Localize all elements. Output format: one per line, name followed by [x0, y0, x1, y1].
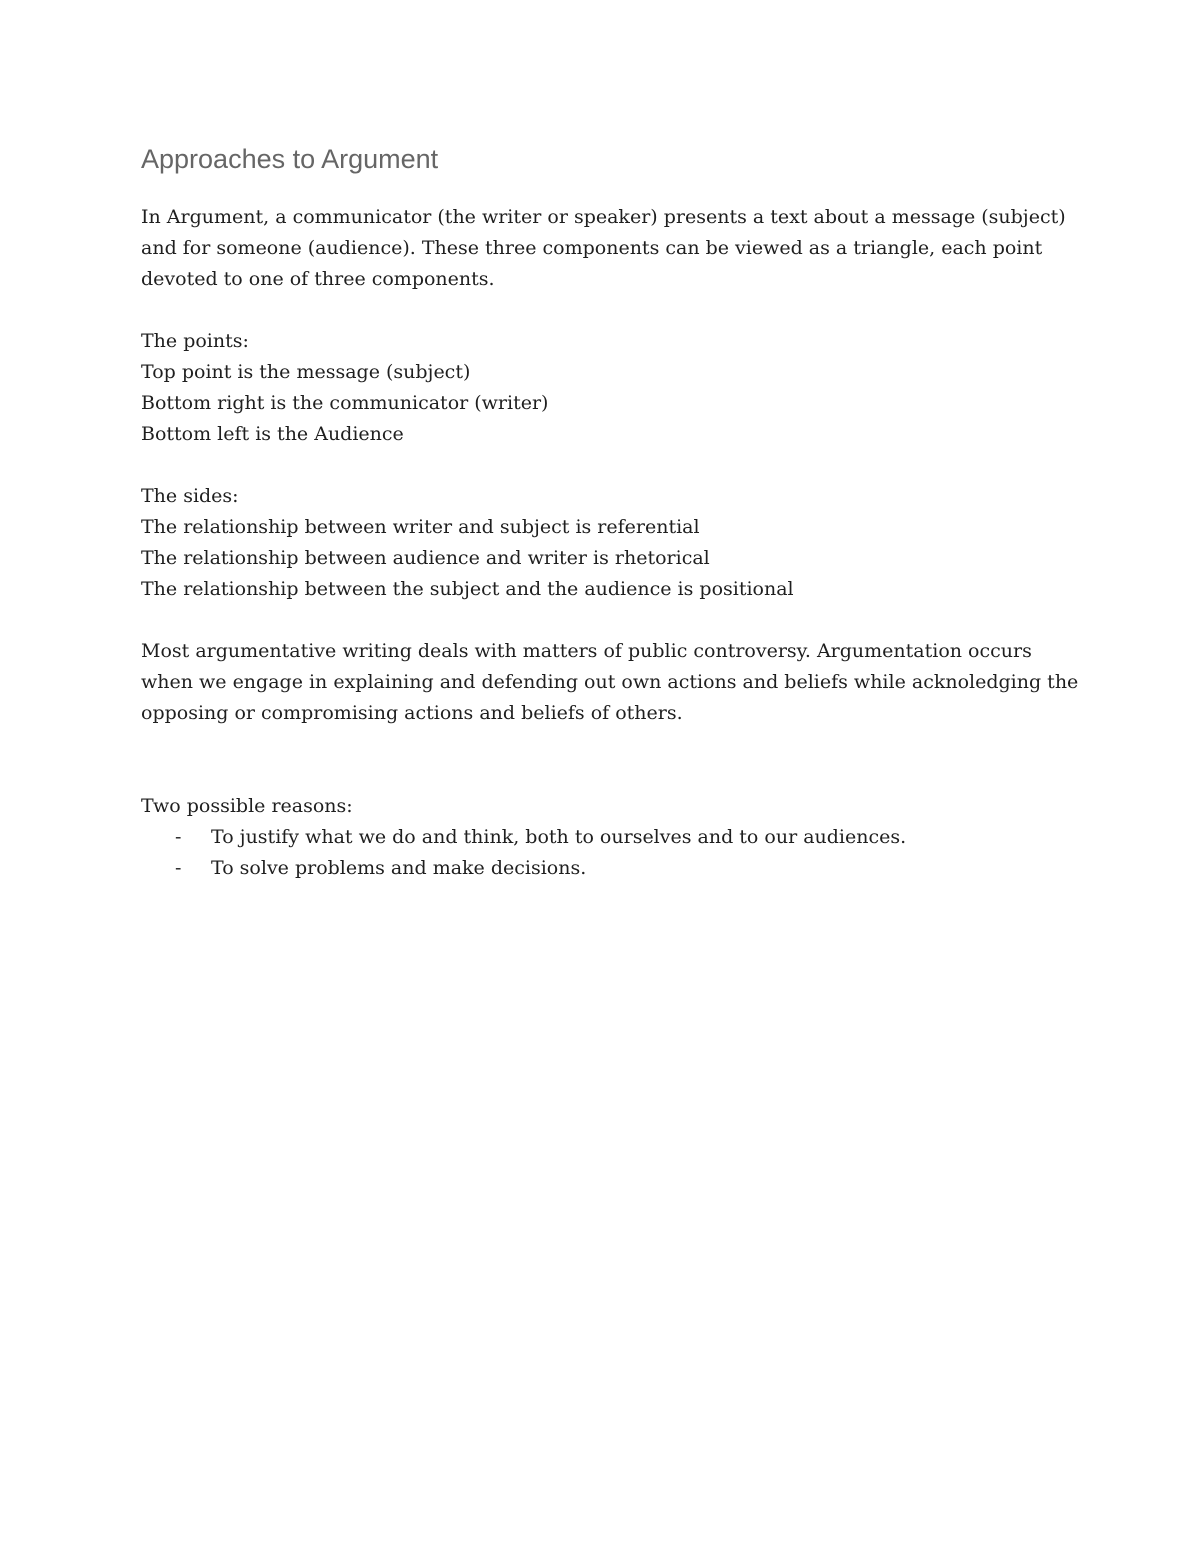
points-item: Top point is the message (subject) [141, 361, 471, 383]
reasons-list [141, 822, 1081, 884]
list-item [141, 822, 1081, 853]
list-item-text: To solve problems and make decisions. [211, 857, 587, 879]
argument-line: when we engage in explaining and defending out own actions and beliefs while acknoledging the [141, 671, 1079, 693]
list-item [141, 853, 1081, 884]
blank-line [141, 760, 1081, 791]
intro-line: In Argument, a communicator (the writer or speaker) presents a text about a message (subject) [141, 206, 1066, 228]
intro-line: and for someone (audience). These three components can be viewed as a triangle, each point [141, 237, 1043, 259]
reasons-section [141, 791, 1081, 884]
bullet-dash: - [175, 857, 182, 879]
sides-item: The relationship between the subject and the audience is positional [141, 578, 794, 600]
points-section [141, 326, 1081, 450]
sides-item: The relationship between audience and writer is rhetorical [141, 547, 710, 569]
points-item: Bottom left is the Audience [141, 423, 404, 445]
points-item: Bottom right is the communicator (writer) [141, 392, 549, 414]
bullet-dash: - [175, 826, 182, 848]
sides-heading: The sides: [141, 485, 239, 507]
document-body [141, 140, 1081, 884]
sides-section [141, 481, 1081, 605]
reasons-heading: Two possible reasons: [141, 795, 353, 817]
argument-line: opposing or compromising actions and beliefs of others. [141, 702, 683, 724]
sides-item: The relationship between writer and subject is referential [141, 516, 700, 538]
intro-line: devoted to one of three components. [141, 268, 495, 290]
document-title: Approaches to Argument [141, 144, 439, 174]
argument-paragraph [141, 636, 1081, 729]
list-item-text: To justify what we do and think, both to ourselves and to our audiences. [211, 826, 907, 848]
intro-paragraph [141, 202, 1081, 295]
points-heading: The points: [141, 330, 249, 352]
argument-line: Most argumentative writing deals with matters of public controversy. Argumentation occurs [141, 640, 1032, 662]
